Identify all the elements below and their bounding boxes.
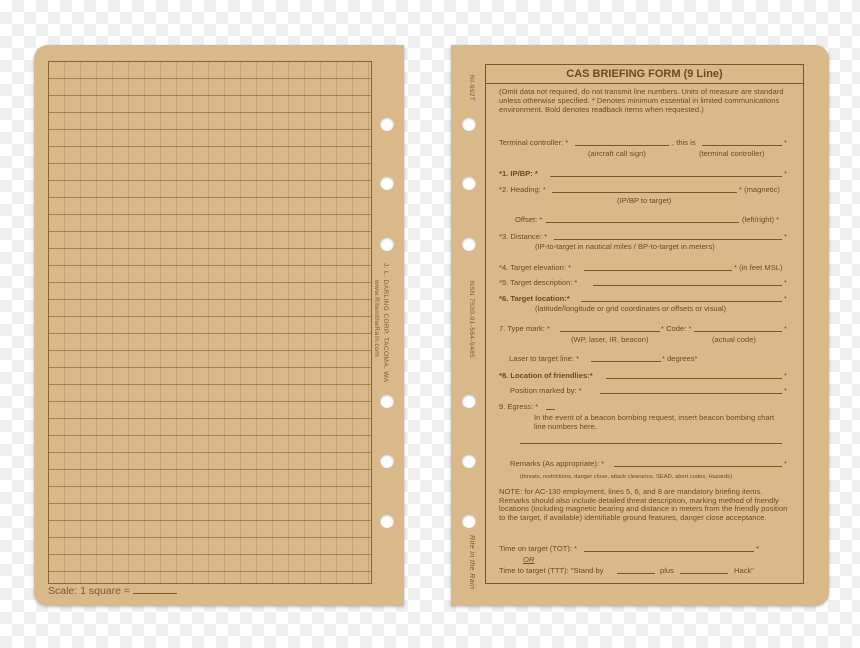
remarks-hint: (threats, restrictions, danger close, attack clearance, SEAD, abort codes, Hazards) [520,474,733,480]
right-form-page [451,45,829,606]
form-title: CAS BRIEFING FORM (9 Line) [566,68,723,80]
laser-line-label: Laser to target line: * [509,354,580,363]
ac130-note: NOTE: for AC-130 employment, lines 5, 6, and 8 are mandatory briefing items. Remarks should also include detailed threat description, marking method of friendly locations (including magnetic bearing and distance in meters from the friendly position to the target, if available) identifiable ground features, danger close acceptance. [499,487,788,522]
binder-hole [380,117,394,131]
scale-row [48,584,177,597]
remarks-field[interactable] [614,466,782,467]
binder-hole [380,237,394,251]
terminal-controller-hint: (terminal controller) [699,149,765,158]
friendlies-location-field[interactable] [606,378,782,379]
line3-distance-label: *3. Distance: * [499,232,548,241]
tot-field[interactable] [584,551,754,552]
signature-mark: Rite in the Rain [468,535,475,590]
binder-hole [462,237,476,251]
binder-hole [380,514,394,528]
egress-field[interactable] [546,409,555,410]
form-intro: (Omit data not required, do not transmit line numbers. Units of measure are standard unless otherwise specified. * Denotes minimum essential in limited communications environment. Bold denotes readback items when requested.) [499,87,784,114]
code-hint: (actual code) [712,335,756,344]
line7-type-mark-label: 7. Type mark: * [499,324,550,333]
offset-field[interactable] [546,222,739,223]
required-mark: * [784,278,787,287]
marked-by-field[interactable] [600,393,782,394]
line4-elevation-label: *4. Target elevation: * [499,263,572,272]
required-mark: * [784,169,787,178]
line8-friendlies-label: *8. Location of friendlies:* [499,371,593,380]
binder-hole [462,117,476,131]
binder-hole [462,454,476,468]
marked-by-label: Position marked by: * [510,386,582,395]
ttt-label: Time to target (TTT): "Stand by [499,566,604,575]
required-mark: * [784,386,787,395]
ip-bp-field[interactable] [550,176,782,177]
binder-hole [462,514,476,528]
or-label: OR [523,555,535,564]
this-is-label: , this is [672,138,696,147]
scale-label: Scale: 1 square = [48,585,131,597]
binder-hole [380,176,394,190]
required-mark: * [756,544,759,553]
target-location-field[interactable] [581,301,782,302]
left-notebook-page [34,45,404,606]
binder-hole [462,176,476,190]
required-mark: * [784,459,787,468]
distance-field[interactable] [554,239,782,240]
ip-bp-to-target-hint: (IP/BP to target) [617,196,672,205]
beacon-line-field[interactable] [520,443,782,444]
heading-field[interactable] [552,192,737,193]
required-mark: * [784,138,787,147]
nsn-code: NSN 7530-01-564-9485 [468,281,475,359]
degrees-label: * degrees* [662,354,698,363]
aircraft-call-sign-hint: (aircraft call sign) [588,149,646,158]
magnetic-label: * (magnetic) [739,185,780,194]
cas-briefing-form [485,64,804,584]
aircraft-call-sign-field[interactable] [575,145,669,146]
line5-description-label: *5. Target description: * [499,278,578,287]
target-location-hint: (latitude/longitude or grid coordinates or offsets or visual) [535,304,727,313]
laser-line-field[interactable] [591,361,661,362]
website-imprint: www.RiteintheRain.com [373,280,380,358]
terminal-controller-label: Terminal controller: * [499,138,569,147]
terminal-controller-field[interactable] [702,145,782,146]
offset-label: Offset: * [515,215,543,224]
code-field[interactable] [694,331,782,332]
remarks-label: Remarks (As appropriate): * [510,459,605,468]
scale-blank-line [133,584,177,594]
beacon-note: In the event of a beacon bombing request, insert beacon bombing chart line numbers here. [534,413,775,431]
type-mark-hint: (WP, laser, IR, beacon) [571,335,649,344]
required-mark: * [784,232,787,241]
type-mark-field[interactable] [560,331,660,332]
left-right-label: (left/right) * [742,215,780,224]
line9-egress-label: 9. Egress: * [499,402,539,411]
plus-label: plus [660,566,674,575]
required-mark: * [784,294,787,303]
grid-area [48,61,372,584]
binder-hole [380,394,394,408]
required-mark: * [784,371,787,380]
ttt-plus-field[interactable] [680,573,728,574]
code-label: * Code: * [661,324,692,333]
tot-label: Time on target (TOT): * [499,544,578,553]
line1-ip-bp-label: *1. IP/BP: * [499,169,538,178]
line6-location-label: *6. Target location:* [499,294,570,303]
ttt-standby-field[interactable] [617,573,655,574]
target-elevation-field[interactable] [584,270,732,271]
line2-heading-label: *2. Heading: * [499,185,546,194]
publisher-imprint: J. L. DARLING CORP. TACOMA, WA [382,263,389,383]
binder-hole [462,394,476,408]
stock-number: NI-992T [468,75,475,102]
hack-label: Hack" [734,566,754,575]
title-divider [486,83,803,84]
feet-msl-label: * (in feet MSL) [734,263,783,272]
binder-hole [380,454,394,468]
target-description-field[interactable] [593,285,782,286]
required-mark: * [784,324,787,333]
distance-hint: (IP-to-target in nautical miles / BP-to-target in meters) [535,242,715,251]
